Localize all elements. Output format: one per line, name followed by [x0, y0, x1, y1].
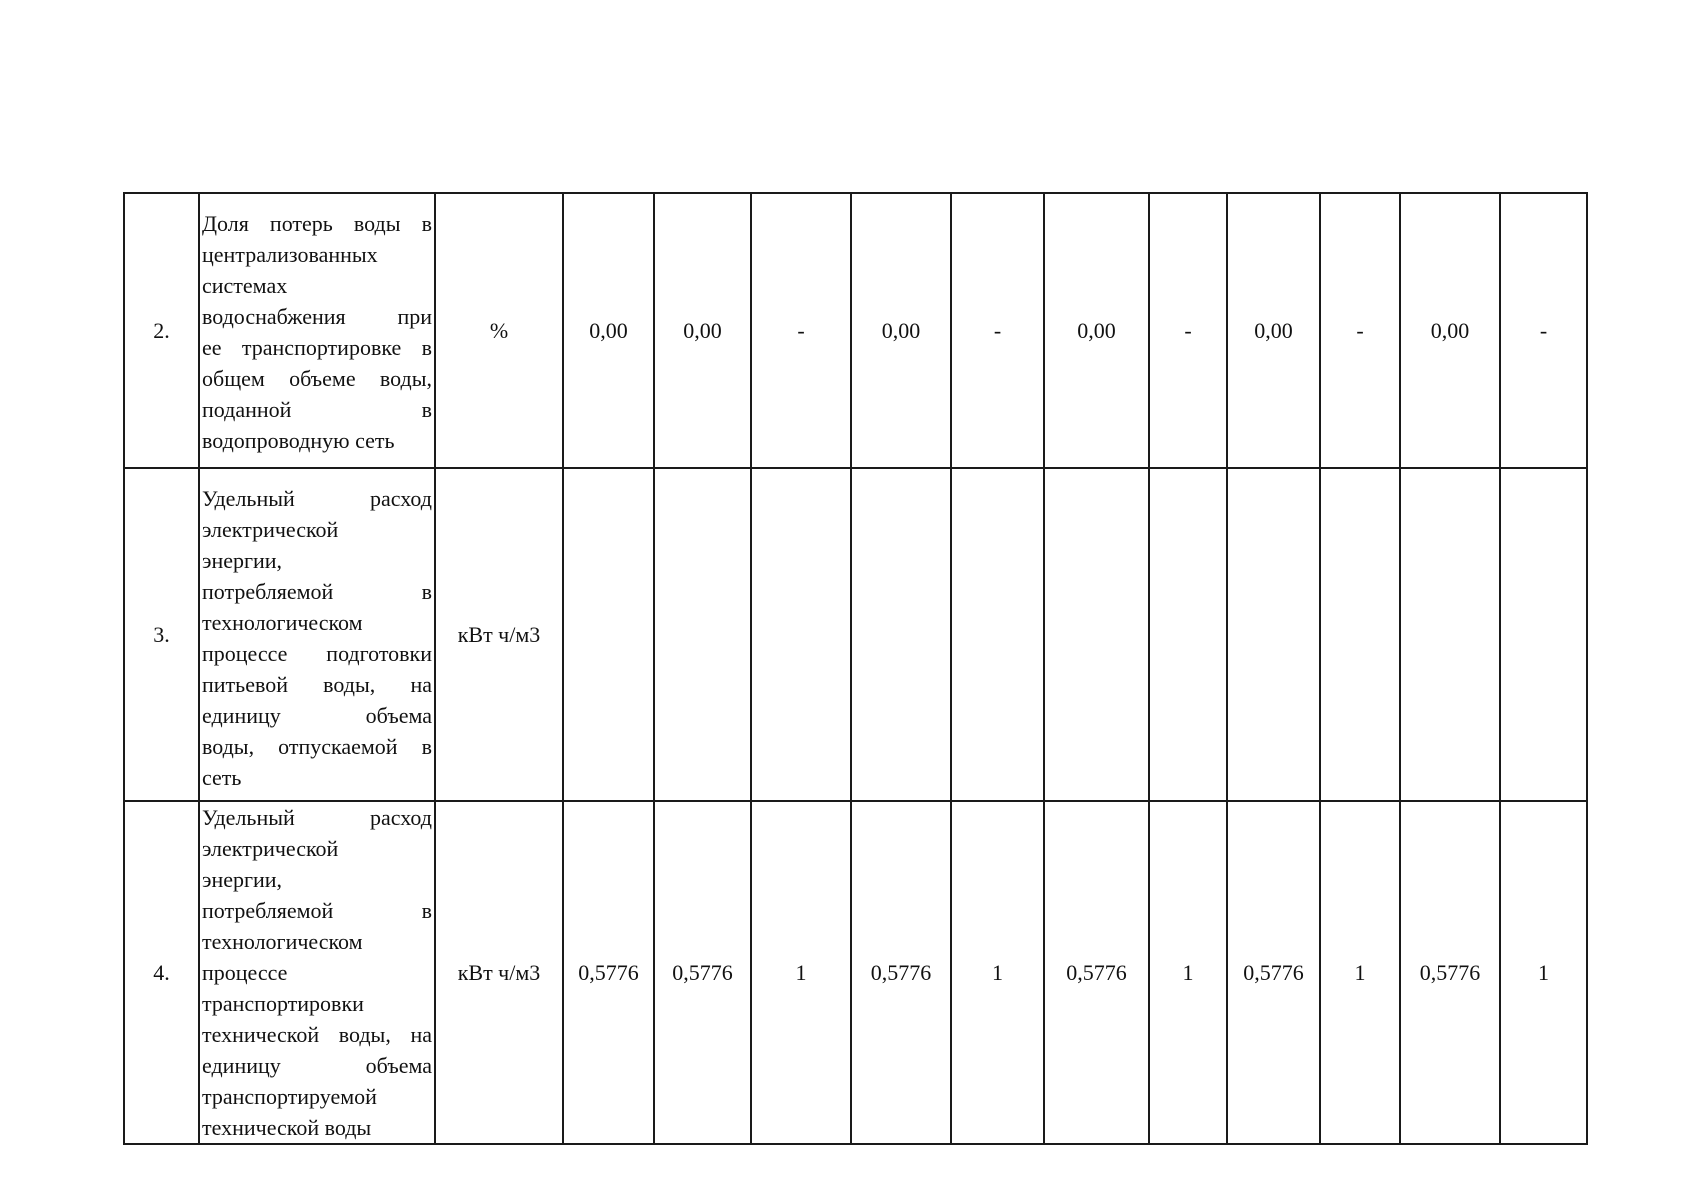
description-line: технологическом — [202, 929, 363, 954]
value-cell — [654, 468, 751, 801]
description-line: технической воды — [202, 1115, 372, 1140]
description-line: единицу объема — [202, 1053, 432, 1078]
value-cell — [1227, 468, 1320, 801]
value-cell: 0,00 — [1400, 193, 1500, 468]
description-line: потребляемой в — [202, 898, 432, 923]
value-cell — [751, 468, 851, 801]
description-line: питьевой воды, на — [202, 672, 432, 697]
value-cell: - — [1149, 193, 1227, 468]
row-number-cell: 3. — [124, 468, 199, 801]
unit-cell: кВт ч/м3 — [435, 468, 563, 801]
description-line: транспортировки — [202, 991, 364, 1016]
description-line: сеть — [202, 765, 242, 790]
description-line: технической воды, на — [202, 1022, 432, 1047]
value-cell: 0,5776 — [654, 801, 751, 1144]
description-line: общем объеме воды, — [202, 366, 432, 391]
description-line: процессе подготовки — [202, 641, 432, 666]
value-cell — [1149, 468, 1227, 801]
value-cell — [1500, 468, 1587, 801]
table-row — [124, 468, 1587, 801]
value-cell — [851, 468, 951, 801]
unit-cell: кВт ч/м3 — [435, 801, 563, 1144]
value-cell: 0,5776 — [1400, 801, 1500, 1144]
indicators-table — [123, 192, 1588, 1145]
value-cell: 0,00 — [1044, 193, 1149, 468]
row-number-cell: 4. — [124, 801, 199, 1144]
description-line: электрической — [202, 836, 339, 861]
description-line: поданной в — [202, 397, 432, 422]
value-cell — [1044, 468, 1149, 801]
description-line: Доля потерь воды в — [202, 211, 432, 236]
description-line: процессе — [202, 960, 288, 985]
description-line: водопроводную сеть — [202, 428, 395, 453]
description-line: воды, отпускаемой в — [202, 734, 432, 759]
value-cell — [1400, 468, 1500, 801]
table-body — [124, 193, 1587, 1144]
description-line: транспортируемой — [202, 1084, 377, 1109]
description-line: электрической — [202, 517, 339, 542]
value-cell: 0,00 — [1227, 193, 1320, 468]
description-line: системах — [202, 273, 288, 298]
indicator-description-cell — [199, 468, 435, 801]
value-cell: 1 — [1149, 801, 1227, 1144]
value-cell: 1 — [951, 801, 1044, 1144]
value-cell: 0,5776 — [851, 801, 951, 1144]
value-cell: 1 — [751, 801, 851, 1144]
unit-cell: % — [435, 193, 563, 468]
value-cell: - — [1500, 193, 1587, 468]
description-line: ее транспортировке в — [202, 335, 432, 360]
row-number-cell: 2. — [124, 193, 199, 468]
value-cell: - — [951, 193, 1044, 468]
indicator-description-cell — [199, 193, 435, 468]
value-cell — [951, 468, 1044, 801]
table-row — [124, 193, 1587, 468]
value-cell: 0,00 — [654, 193, 751, 468]
description-line: централизованных — [202, 242, 378, 267]
value-cell: 0,5776 — [1044, 801, 1149, 1144]
description-line: Удельный расход — [202, 486, 432, 511]
value-cell: - — [751, 193, 851, 468]
description-line: технологическом — [202, 610, 363, 635]
description-line: водоснабжения при — [202, 304, 432, 329]
table-row — [124, 801, 1587, 1144]
value-cell: - — [1320, 193, 1400, 468]
value-cell — [1320, 468, 1400, 801]
value-cell: 1 — [1500, 801, 1587, 1144]
value-cell: 0,00 — [851, 193, 951, 468]
indicator-description-cell — [199, 801, 435, 1144]
value-cell: 1 — [1320, 801, 1400, 1144]
description-line: энергии, — [202, 548, 283, 573]
description-line: единицу объема — [202, 703, 432, 728]
description-line: потребляемой в — [202, 579, 432, 604]
description-line: Удельный расход — [202, 805, 432, 830]
description-line: энергии, — [202, 867, 283, 892]
value-cell: 0,5776 — [563, 801, 654, 1144]
value-cell — [563, 468, 654, 801]
value-cell: 0,5776 — [1227, 801, 1320, 1144]
value-cell: 0,00 — [563, 193, 654, 468]
